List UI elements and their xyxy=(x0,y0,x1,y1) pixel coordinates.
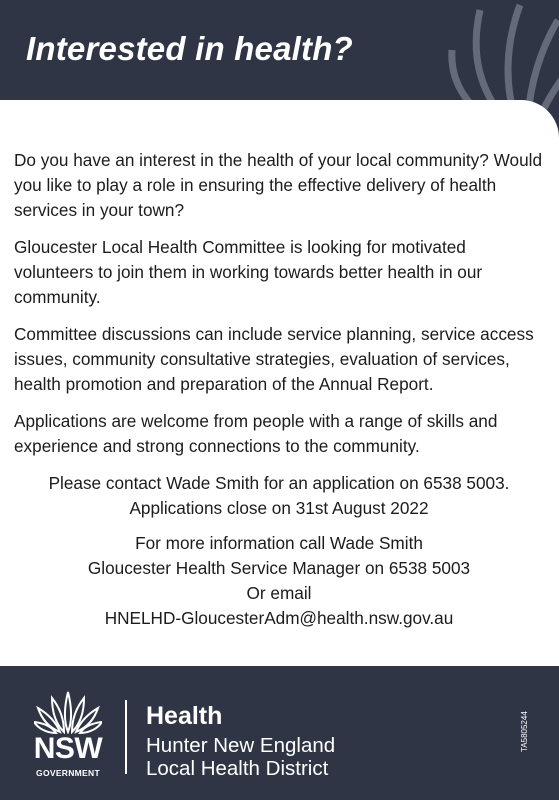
nsw-government-logo xyxy=(30,688,106,778)
paragraph-discussions: Committee discussions can include service planning, service access issues, community consultative strategies, evaluation of services, health promotion and preparation of the Annual Report. xyxy=(14,324,534,394)
district-line-2: Local Health District xyxy=(146,757,329,780)
footer-banner xyxy=(0,666,559,800)
paragraph-applications: Applications are welcome from people with a range of skills and experience and strong connections to the community. xyxy=(14,411,498,456)
info-block xyxy=(14,531,544,631)
contact-line: Please contact Wade Smith for an application on 6538 5003. xyxy=(48,473,510,493)
contact-block xyxy=(14,471,544,521)
health-heading: Health xyxy=(146,702,223,730)
waratah-flower-icon xyxy=(34,688,102,734)
government-wordmark: GOVERNMENT xyxy=(36,768,100,778)
info-line: For more information call Wade Smith xyxy=(135,533,423,553)
email-address[interactable]: HNELHD-GloucesterAdm@health.nsw.gov.au xyxy=(104,608,454,628)
district-name xyxy=(146,734,335,780)
ad-code: TA5805244 xyxy=(520,711,529,752)
closing-date-line: Applications close on 31st August 2022 xyxy=(129,498,429,518)
nsw-wordmark: NSW xyxy=(33,732,103,765)
page-title: Interested in health? xyxy=(26,30,353,67)
logo-divider xyxy=(125,700,127,774)
manager-line: Gloucester Health Service Manager on 6538 5003 xyxy=(87,558,471,578)
district-line-1: Hunter New England xyxy=(146,734,336,757)
paragraph-committee: Gloucester Local Health Committee is looking for motivated volunteers to join them in working towards better health in our community. xyxy=(14,237,483,307)
or-email-line: Or email xyxy=(246,583,312,603)
paragraph-intro: Do you have an interest in the health of your local community? Would you like to play a role in ensuring the effective delivery of health services in your town? xyxy=(14,150,543,220)
ad-content xyxy=(14,148,544,631)
